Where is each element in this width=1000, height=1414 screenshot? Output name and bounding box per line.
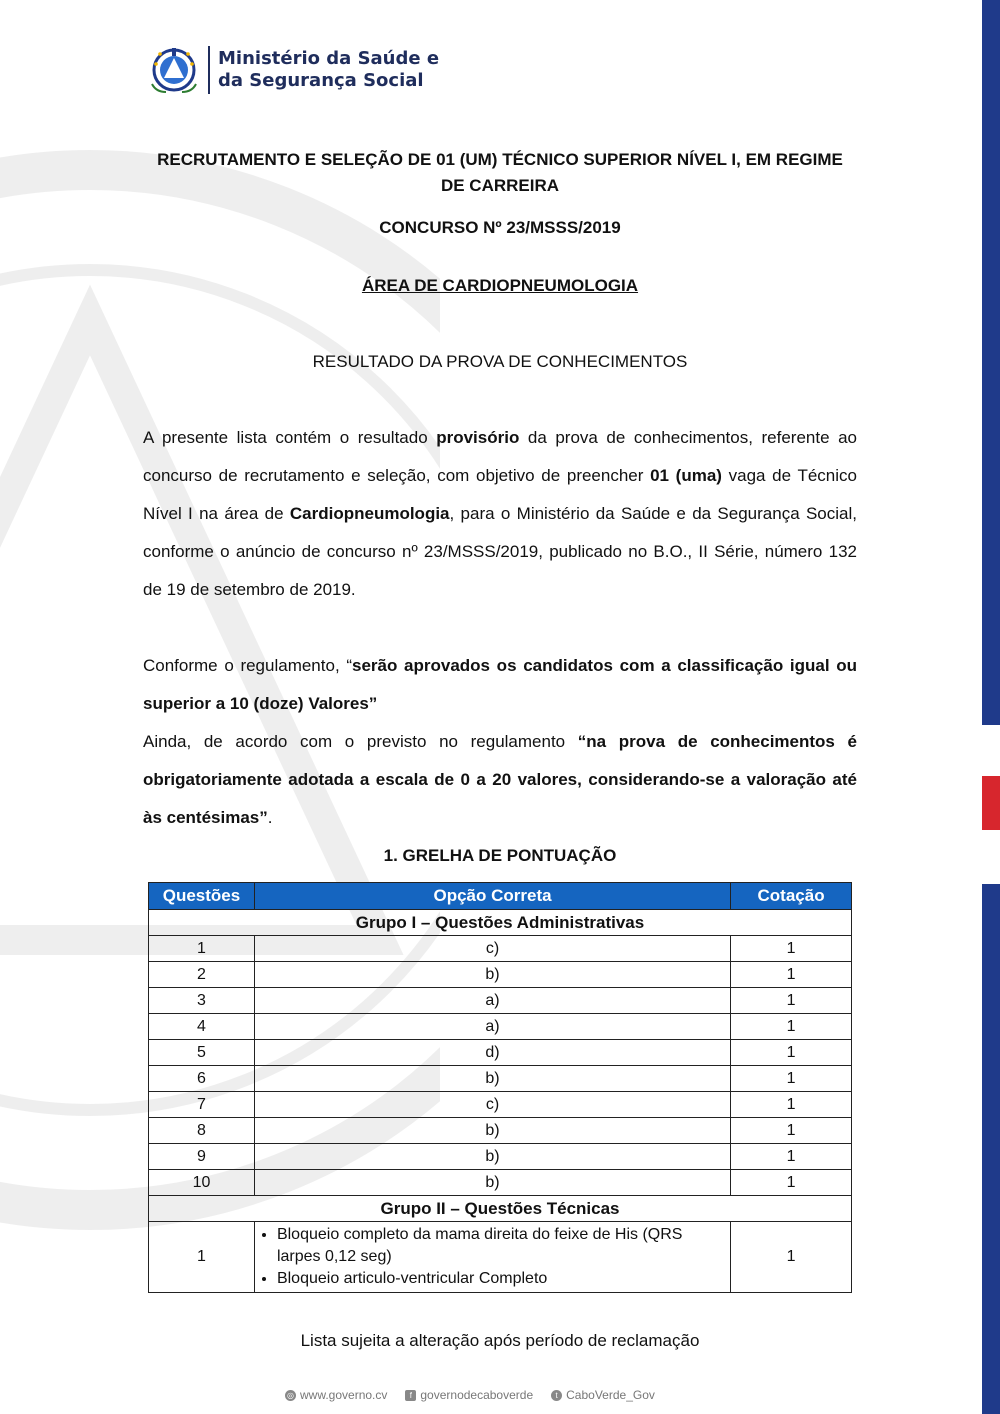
ministry-name <box>218 48 439 92</box>
cell-answer: b) <box>254 1066 730 1092</box>
group-row <box>149 910 852 936</box>
cell-score: 1 <box>731 1066 852 1092</box>
scale-text-c: . <box>267 808 273 827</box>
cell-question: 8 <box>149 1118 255 1144</box>
intro-provisorio: provisório <box>436 428 520 447</box>
ministry-name-line2: da Segurança Social <box>218 70 424 91</box>
cell-score: 1 <box>731 988 852 1014</box>
regulation-quote: serão aprovados os candidatos com a classificação igual ou superior a 10 (doze) Valores” <box>143 656 857 713</box>
scale-quote: “na prova de conhecimentos é obrigatoriamente adotada a escala de 0 a 20 valores, considerando-se a valoração até às centésimas” <box>143 732 857 827</box>
table-row <box>149 1040 852 1066</box>
coat-of-arms-icon <box>146 44 202 96</box>
cell-question: 2 <box>149 962 255 988</box>
table-row <box>149 936 852 962</box>
footnote: Lista sujeita a alteração após período de reclamação <box>300 1331 700 1350</box>
section-title: 1. GRELHA DE PONTUAÇÃO <box>383 846 617 865</box>
cell-answer: c) <box>254 936 730 962</box>
side-stripe-blue-bottom <box>982 884 1000 1414</box>
scale-text-a: Ainda, de acordo com o previsto no regulamento <box>143 732 578 751</box>
cell-answer: a) <box>254 988 730 1014</box>
table-row <box>149 988 852 1014</box>
cell-question: 6 <box>149 1066 255 1092</box>
document-title <box>143 147 857 199</box>
cell-score: 1 <box>731 1040 852 1066</box>
cell-question: 5 <box>149 1040 255 1066</box>
concurso-number: CONCURSO Nº 23/MSSS/2019 <box>379 218 621 237</box>
document-title-line2: DE CARREIRA <box>440 176 560 195</box>
intro-text-g: , para o Ministério da Saúde e da Segurança Social, conforme o anúncio de concurso nº 23/MSSS/2019, publicado no B.O., II Série, número 132 de 19 de setembro de 2019. <box>143 504 857 599</box>
intro-text-e: vaga de Técnico Nível I na área de <box>143 466 857 523</box>
cell-question: 1 <box>149 1222 255 1293</box>
cell-question: 7 <box>149 1092 255 1118</box>
cell-answer: a) <box>254 1014 730 1040</box>
document-title-line1: RECRUTAMENTO E SELEÇÃO DE 01 (UM) TÉCNICO SUPERIOR NÍVEL I, EM REGIME <box>157 150 843 169</box>
facebook-icon: f <box>405 1390 416 1401</box>
table-row <box>149 1066 852 1092</box>
intro-text-c: da prova de conhecimentos, referente ao concurso de recrutamento e seleção, com objetivo de preencher <box>143 428 857 485</box>
cell-score: 1 <box>731 1092 852 1118</box>
side-stripe-blue-top <box>982 0 1000 725</box>
cell-score: 1 <box>731 1144 852 1170</box>
cell-question: 10 <box>149 1170 255 1196</box>
header-questoes: Questões <box>149 883 255 910</box>
footer-site[interactable]: www.governo.cv <box>300 1388 388 1402</box>
globe-icon: ◎ <box>285 1390 296 1401</box>
ministry-logo <box>146 44 439 96</box>
footer-facebook[interactable]: governodecaboverde <box>420 1388 534 1402</box>
table-row <box>149 1092 852 1118</box>
regulation-text-a: Conforme o regulamento, “ <box>143 656 352 675</box>
cell-score: 1 <box>731 1118 852 1144</box>
cell-question: 3 <box>149 988 255 1014</box>
score-grid-table <box>148 882 852 1293</box>
cell-answer <box>254 1222 730 1293</box>
twitter-icon: t <box>551 1390 562 1401</box>
table-header-row <box>149 883 852 910</box>
cell-answer: b) <box>254 1170 730 1196</box>
intro-text-a: A presente lista contém o resultado <box>143 428 437 447</box>
intro-area: Cardiopneumologia <box>289 504 450 523</box>
intro-vacancies: 01 (uma) <box>650 466 722 485</box>
cell-score: 1 <box>731 962 852 988</box>
cell-score: 1 <box>731 1014 852 1040</box>
ministry-name-line1: Ministério da Saúde e <box>218 48 440 69</box>
footer-twitter[interactable]: CaboVerde_Gov <box>566 1388 655 1402</box>
table-row <box>149 1118 852 1144</box>
regulation-paragraph <box>143 647 857 723</box>
cell-score: 1 <box>731 1170 852 1196</box>
group1-title: Grupo I – Questões Administrativas <box>149 910 852 936</box>
cell-score: 1 <box>731 1222 852 1293</box>
table-row <box>149 1170 852 1196</box>
side-stripe-red <box>982 776 1000 830</box>
answer-bullets <box>255 1222 730 1292</box>
header-opcao: Opção Correta <box>254 883 730 910</box>
cell-answer: d) <box>254 1040 730 1066</box>
header-cotacao: Cotação <box>731 883 852 910</box>
intro-paragraph <box>143 419 857 609</box>
group2-title: Grupo II – Questões Técnicas <box>149 1196 852 1222</box>
cell-question: 1 <box>149 936 255 962</box>
cell-answer: b) <box>254 1144 730 1170</box>
cell-score: 1 <box>731 936 852 962</box>
answer-bullet: • Bloqueio articulo-ventricular Completo <box>277 1268 726 1290</box>
cell-answer: b) <box>254 962 730 988</box>
cell-question: 4 <box>149 1014 255 1040</box>
table-row <box>149 962 852 988</box>
answer-bullet: • Bloqueio completo da mama direita do feixe de His (QRS larpes 0,12 seg) <box>277 1224 726 1268</box>
area-heading: ÁREA DE CARDIOPNEUMOLOGIA <box>361 276 639 295</box>
table-row <box>149 1222 852 1293</box>
cell-answer: b) <box>254 1118 730 1144</box>
table-row <box>149 1014 852 1040</box>
cell-answer: c) <box>254 1092 730 1118</box>
table-row <box>149 1144 852 1170</box>
group-row <box>149 1196 852 1222</box>
scale-paragraph <box>143 723 857 837</box>
cell-question: 9 <box>149 1144 255 1170</box>
result-heading: RESULTADO DA PROVA DE CONHECIMENTOS <box>312 352 688 371</box>
logo-divider <box>208 46 210 94</box>
footer <box>285 1388 655 1402</box>
